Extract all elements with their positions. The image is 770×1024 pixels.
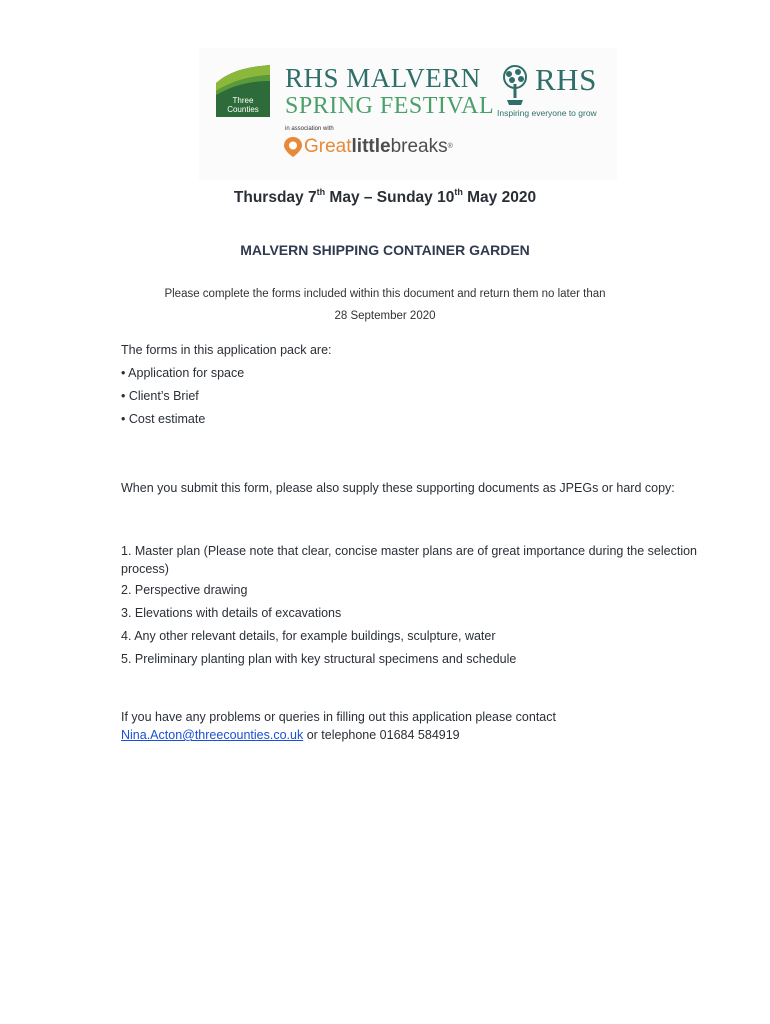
- supporting-list-item: 4. Any other relevant details, for example buildings, sculpture, water: [121, 629, 496, 643]
- association-text: in association with: [285, 126, 334, 132]
- dates-start: Thursday 7: [233, 189, 317, 206]
- supporting-list-item: 5. Preliminary planting plan with key structural specimens and schedule: [121, 652, 517, 666]
- forms-list-item: • Client’s Brief: [121, 389, 199, 403]
- header-banner: [199, 48, 617, 180]
- supporting-list-item: 1. Master plan (Please note that clear, concise master plans are of great importance during the selection process): [121, 544, 698, 576]
- partner-logo-part-1: Great: [304, 136, 352, 157]
- rhs-wordmark: RHS: [535, 62, 597, 97]
- rhs-tree-icon: [497, 64, 533, 106]
- three-counties-word-2: Counties: [227, 105, 259, 114]
- supporting-list-item: 2. Perspective drawing: [121, 583, 248, 597]
- contact-email-link[interactable]: Nina.Acton@threecounties.co.uk: [121, 728, 304, 742]
- three-counties-logo-text: [216, 63, 270, 117]
- registered-mark: ®: [447, 143, 453, 150]
- dates-end: May 2020: [462, 189, 537, 206]
- intro-line-1: Please complete the forms included within this document and return them no later than: [164, 288, 606, 300]
- location-pin-icon: [283, 136, 303, 158]
- forms-heading: The forms in this application pack are:: [121, 343, 332, 357]
- intro-line-2: 28 September 2020: [334, 310, 436, 322]
- dates-middle: May – Sunday 10: [325, 189, 455, 206]
- dates-start-suffix: th: [316, 186, 326, 197]
- contact-phone: or telephone 01684 584919: [303, 728, 460, 742]
- forms-list-item: • Application for space: [121, 366, 245, 380]
- document-title: MALVERN SHIPPING CONTAINER GARDEN: [240, 242, 530, 258]
- festival-name-line-2: SPRING FESTIVAL: [285, 93, 495, 119]
- supporting-intro: When you submit this form, please also supply these supporting documents as JPEGs or hard copy:: [121, 481, 675, 495]
- festival-name-line-1: RHS MALVERN: [285, 63, 481, 93]
- rhs-tagline: Inspiring everyone to grow: [497, 108, 597, 118]
- partner-logo-text: [304, 136, 453, 158]
- three-counties-word-1: Three: [232, 96, 254, 105]
- contact-line: [121, 728, 460, 742]
- contact-text: If you have any problems or queries in filling out this application please contact: [121, 710, 556, 724]
- forms-list-item: • Cost estimate: [121, 412, 206, 426]
- partner-logo-part-3: breaks: [390, 136, 448, 157]
- dates-end-suffix: th: [454, 186, 463, 197]
- partner-logo-part-2: little: [351, 136, 391, 157]
- supporting-list-item: 3. Elevations with details of excavations: [121, 606, 342, 620]
- great-little-breaks-logo: [283, 136, 453, 162]
- event-dates: [0, 186, 770, 207]
